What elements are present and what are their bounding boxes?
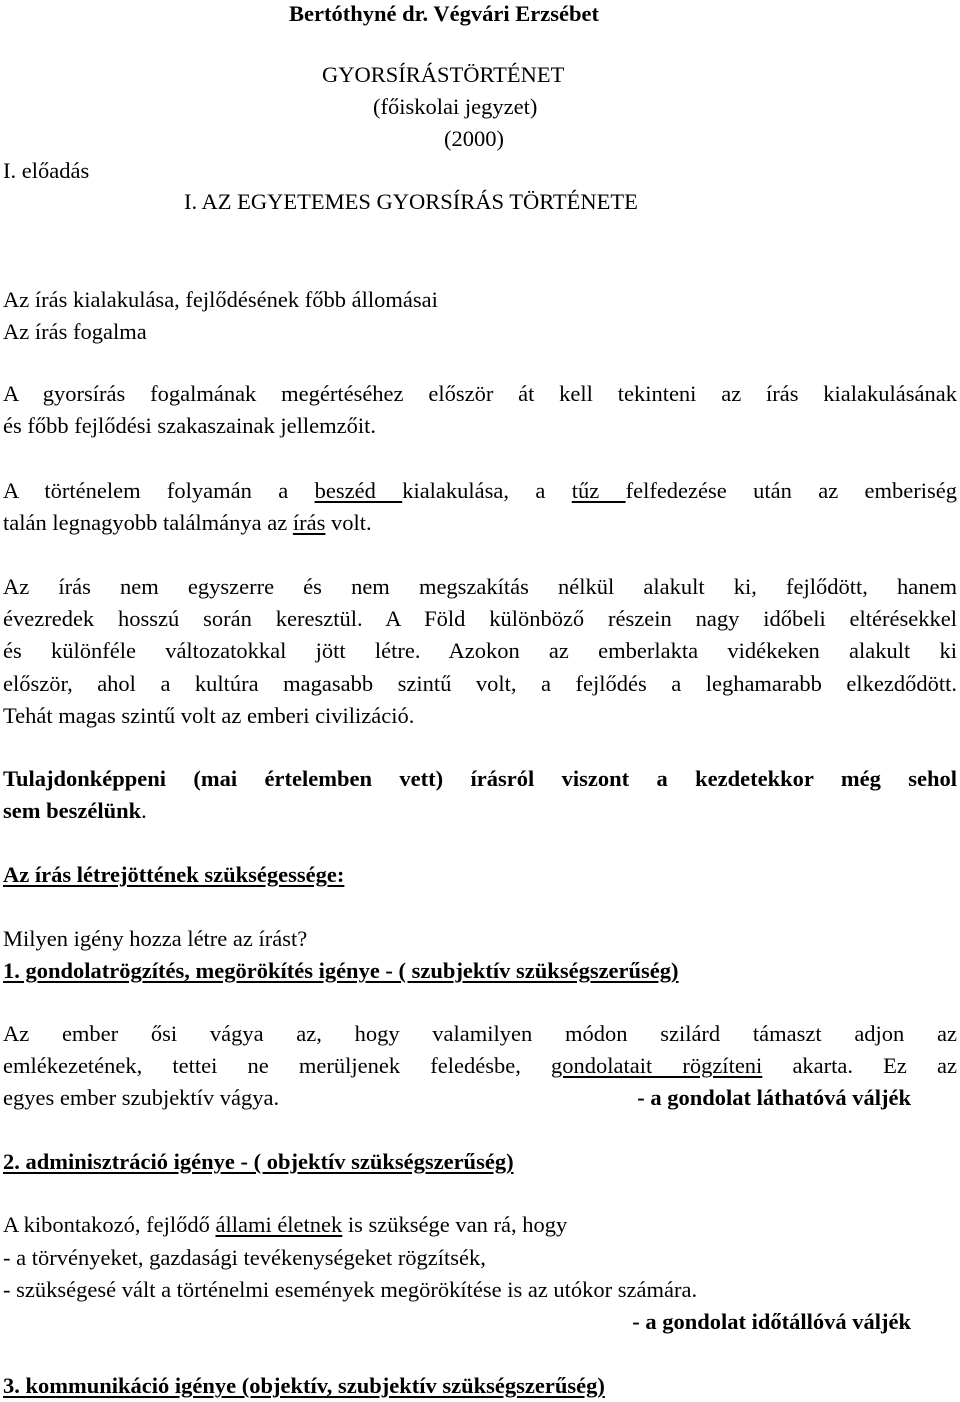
conclusion-text: - a gondolat időtállóvá váljék xyxy=(632,1309,911,1334)
list-item-heading: 1. gondolatrögzítés, megörökítés igénye - ( szubjektív szükségszerűség) xyxy=(3,958,679,983)
paragraph-line: először, ahol a kultúra magasabb szintű volt, a fejlődés a leghamarabb elkezdődött. xyxy=(3,671,957,696)
list-item-heading: 3. kommunikáció igénye (objektív, szubjektív szükségszerűség) xyxy=(3,1373,605,1398)
section-heading: Az írás létrejöttének szükségessége: xyxy=(3,862,345,887)
text-run: talán legnagyobb találmánya az xyxy=(3,510,293,535)
author-name: Bertóthyné dr. Végvári Erzsébet xyxy=(289,1,599,26)
bold-text: sem beszélünk xyxy=(3,798,142,823)
underlined-text: tűz xyxy=(571,478,626,503)
underlined-text: gondolatait rögzíteni xyxy=(550,1053,763,1078)
paragraph-line: évezredek hosszú során keresztül. A Föld különböző részein nagy időbeli eltérésekkel xyxy=(3,606,957,631)
section-heading: Az írás kialakulása, fejlődésének főbb állomásai xyxy=(3,287,438,312)
text-run: kialakulása, a xyxy=(402,478,572,503)
paragraph-line: Tehát magas szintű volt az emberi civilizáció. xyxy=(3,703,415,728)
text-run: A történelem folyamán a xyxy=(3,478,315,503)
question-text: Milyen igény hozza létre az írást? xyxy=(3,926,308,951)
text-run: A kibontakozó, fejlődő xyxy=(3,1212,216,1237)
paragraph-line: Az ember ősi vágya az, hogy valamilyen módon szilárd támaszt adjon az xyxy=(3,1021,957,1046)
text-run: volt. xyxy=(325,510,372,535)
list-item-heading: 2. adminisztráció igénye - ( objektív szükségszerűség) xyxy=(3,1149,514,1174)
paragraph-line: A gyorsírás fogalmának megértéséhez először át kell tekinteni az írás kialakulásának xyxy=(3,381,957,406)
conclusion-text: - a gondolat láthatóvá váljék xyxy=(637,1085,911,1110)
paragraph-line xyxy=(3,509,957,536)
document-year: (2000) xyxy=(444,126,504,151)
paragraph-line: Az írás nem egyszerre és nem megszakítás nélkül alakult ki, fejlődött, hanem xyxy=(3,574,957,599)
document-subtitle: (főiskolai jegyzet) xyxy=(373,94,538,119)
underlined-text: írás xyxy=(292,510,326,535)
text-run: akarta. Ez az xyxy=(762,1053,958,1078)
document-title: GYORSÍRÁSTÖRTÉNET xyxy=(322,62,565,87)
text-run: is szüksége van rá, hogy xyxy=(342,1212,568,1237)
paragraph-line: egyes ember szubjektív vágya. xyxy=(3,1085,280,1110)
text-run: felfedezése után az emberiség xyxy=(625,478,958,503)
underlined-text: beszéd xyxy=(314,478,403,503)
paragraph-line xyxy=(3,477,957,504)
paragraph-line xyxy=(3,1211,567,1238)
text-run: . xyxy=(141,798,147,823)
paragraph-line: és különféle változatokkal jött létre. Azokon az emberlakta vidékeken alakult ki xyxy=(3,638,957,663)
chapter-heading: I. AZ EGYETEMES GYORSÍRÁS TÖRTÉNETE xyxy=(184,189,638,214)
text-run: emlékezetének, tettei ne merüljenek feledésbe, xyxy=(3,1053,551,1078)
lecture-label: I. előadás xyxy=(3,158,90,183)
paragraph-line xyxy=(3,1052,957,1079)
paragraph-line: és főbb fejlődési szakaszainak jellemzőit. xyxy=(3,413,376,438)
bullet-line: - szükségesé vált a történelmi események megörökítése is az utókor számára. xyxy=(3,1277,698,1302)
paragraph-line: Tulajdonképpeni (mai értelemben vett) írásról viszont a kezdetekkor még sehol xyxy=(3,766,957,791)
underlined-text: állami életnek xyxy=(215,1212,343,1237)
bullet-line: - a törvényeket, gazdasági tevékenységeket rögzítsék, xyxy=(3,1245,486,1270)
paragraph-line xyxy=(3,797,957,824)
subsection-heading: Az írás fogalma xyxy=(3,319,147,344)
